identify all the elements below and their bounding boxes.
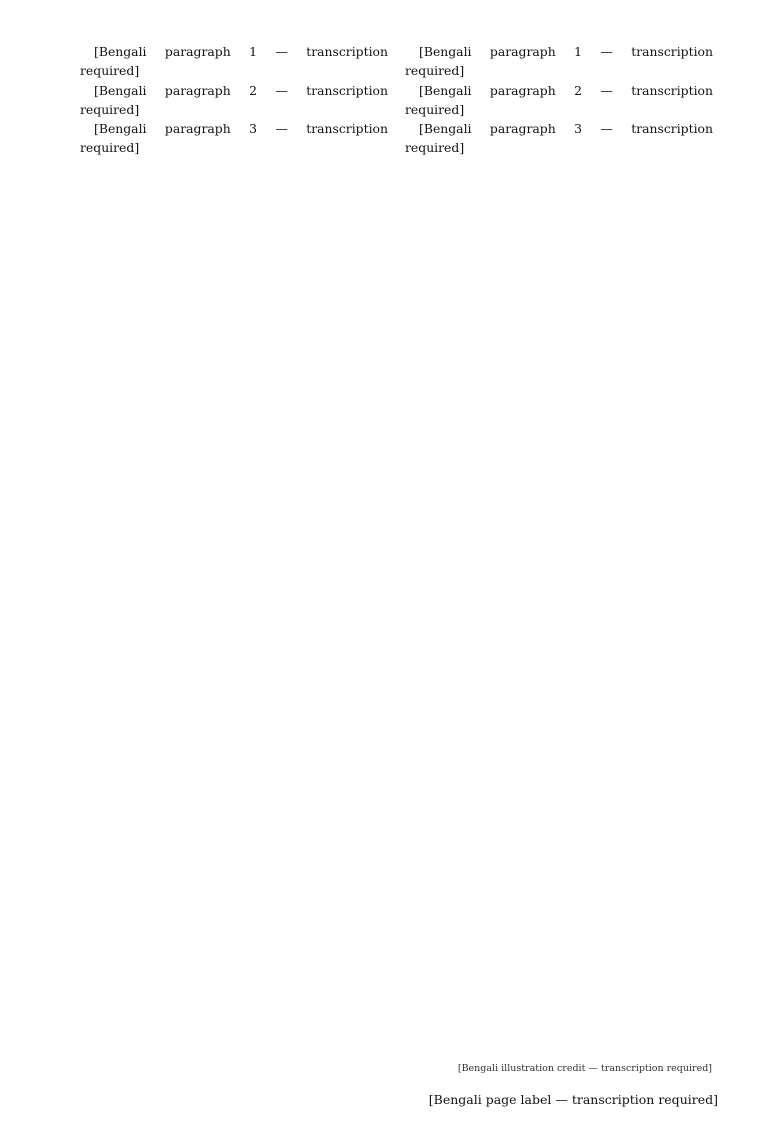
page-footer: [Bengali page label — transcription required] (428, 1092, 718, 1107)
paragraph: [Bengali paragraph 2 — transcription required] (80, 82, 388, 117)
paragraph: [Bengali paragraph 3 — transcription required] (80, 121, 388, 156)
paragraph: [Bengali paragraph 1 — transcription required] (80, 44, 388, 79)
paragraph: [Bengali paragraph 3 — transcription required] (405, 121, 713, 156)
paragraph: [Bengali paragraph 1 — transcription required] (405, 44, 713, 79)
left-column (80, 42, 388, 158)
paragraph: [Bengali paragraph 2 — transcription required] (405, 82, 713, 117)
illustration-credit: [Bengali illustration credit — transcription required] (457, 1063, 712, 1074)
right-column (405, 42, 713, 158)
